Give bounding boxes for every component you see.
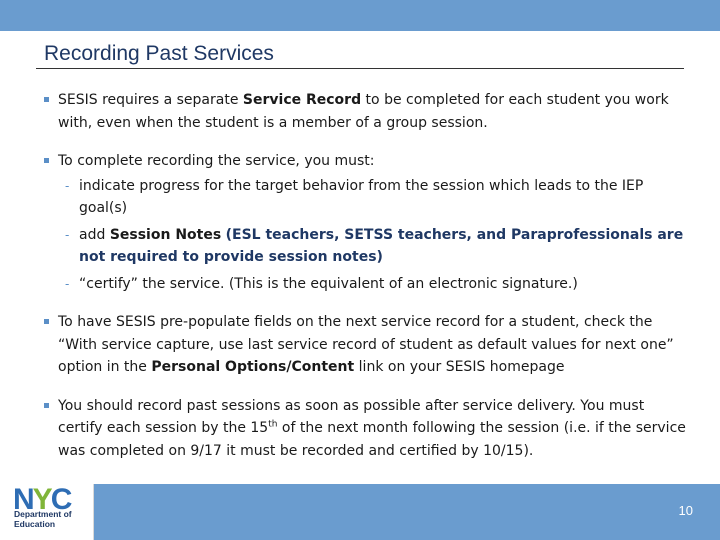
bullet-text: To have SESIS pre-populate fields on the next service record for a student, check the “With service capture, use last service record of student as default values for next one” option in the	[58, 314, 674, 375]
sub-list	[58, 175, 692, 296]
nyc-doe-logo	[13, 484, 89, 540]
logo-line2: Education	[14, 518, 56, 529]
slide-title: Recording Past Services	[44, 42, 274, 65]
bullet-text: link on your SESIS homepage	[354, 359, 565, 375]
logo-wordmark: NYC	[13, 483, 71, 516]
sub-bold-text: Session Notes	[109, 226, 222, 243]
bullet-text: You should record past sessions as soon as possible after service delivery. You must certify each session by the 15	[58, 397, 645, 436]
footer-band	[94, 484, 720, 540]
title-divider	[36, 68, 684, 69]
slide-content	[42, 89, 692, 478]
page-number: 10	[678, 503, 693, 518]
bullet-text: To complete recording the service, you must:	[58, 153, 375, 169]
sub-text: add	[79, 226, 110, 243]
logo-caption	[14, 510, 88, 529]
bullet-complete-recording	[42, 150, 692, 295]
superscript: th	[268, 419, 278, 430]
sub-item-session-notes	[58, 224, 692, 269]
bullet-text: SESIS requires a separate	[58, 92, 243, 108]
footer-logo-box	[0, 484, 94, 540]
bullet-text: of the next month following the session (i.e. if the service was completed on 9/17 it must be recorded and certified by 10/15).	[58, 420, 686, 459]
bullet-text: to be completed for each student you work with, even when the student is a member of a group session.	[58, 92, 669, 131]
footer	[0, 484, 720, 540]
bullet-service-record	[42, 89, 692, 134]
sub-item-progress: - indicate progress for the target behavior from the session which leads to the IEP goal(s)	[58, 175, 692, 220]
logo-line1: Department of	[14, 509, 72, 519]
top-band	[0, 0, 720, 31]
bullet-pre-populate	[42, 311, 692, 379]
bullet-bold-text: Service Record	[242, 92, 362, 108]
bullet-bold-text: Personal Options/Content	[151, 359, 355, 375]
sub-highlight-text: (ESL teachers, SETSS teachers, and Paraprofessionals are not required to provide session notes)	[79, 226, 684, 265]
sub-item-certify: - “certify” the service. (This is the equivalent of an electronic signature.)	[58, 273, 692, 296]
bullet-record-timing	[42, 395, 692, 463]
